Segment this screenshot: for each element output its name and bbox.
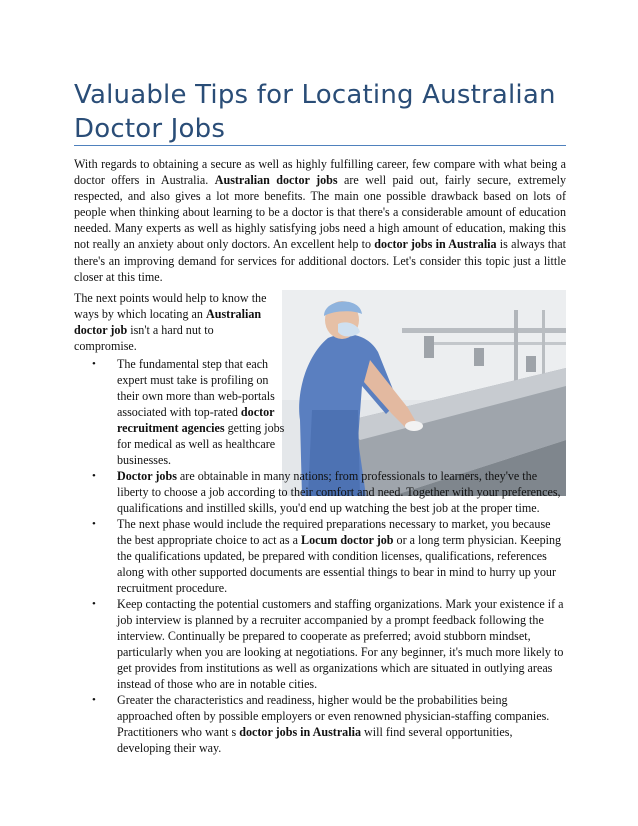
bullet-icon: • bbox=[92, 518, 96, 530]
list-item: • The fundamental step that each expert must take is profiling on their own more than web-portals associated with top-rated doctor recruitment agencies getting jobs for medical as well as healthcare businesses. bbox=[92, 357, 285, 467]
list-item: • Greater the characteristics and readiness, higher would be the probabilities being approached often by possible employers or even renowned physician-staffing companies. Practitioners who want s doctor jobs in Australia will find several opportunities, developing their way. bbox=[92, 693, 550, 755]
bullet-icon: • bbox=[92, 470, 96, 482]
keyword-doctor-jobs-in-australia: doctor jobs in Australia bbox=[374, 237, 497, 252]
keyword-doctor-jobs-in-australia-2: doctor jobs in Australia bbox=[239, 725, 361, 739]
list-item: • The next phase would include the required preparations necessary to market, you because the best appropriate choice to act as a Locum doctor job or a long term physician. Keeping the qualifications updated, be prepared with condition licenses, qualifications, references along with other supported documents are essential things to bear in mind to hurry up your recruitment procedure. bbox=[92, 517, 562, 595]
list-item: • Keep contacting the potential customers and staffing organizations. Mark your existence if a job interview is planned by a recruiter accompanied by a prompt feedback following the interview. Continually be prepared to cooperate as preferred; avoid stubborn mindset, particularly when you are looking at negotiations. For any beginner, it's much more likely to get provides from institutions as well as organizations which are situated in outlying areas instead of those who are in notable cities. bbox=[92, 597, 564, 691]
title-underline bbox=[74, 145, 566, 146]
keyword-australian-doctor-job: Australian doctor job bbox=[74, 307, 262, 337]
lead-paragraph: The next points would help to know the ways by which locating an Australian doctor job isn't a hard nut to compromise. bbox=[74, 291, 267, 353]
bullet-icon: • bbox=[92, 358, 96, 370]
keyword-australian-doctor-jobs: Australian doctor jobs bbox=[214, 173, 338, 188]
bullet-icon: • bbox=[92, 598, 96, 610]
keyword-doctor-jobs: Doctor jobs bbox=[117, 469, 177, 483]
intro-paragraph: With regards to obtaining a secure as well as highly fulfilling career, few compare with what being a doctor offers in Australia. Australian doctor jobs are well paid out, fairly secure, extremely respected, and also gives a lot more benefits. The main one possible drawback based on lots of people when thinking about learning to be a doctor is that there's a considerable amount of education needed. Many experts as well as highly satisfying jobs need a high amount of education, making this not really an anxiety about only doctors. An excellent help to doctor jobs in Australia is always that there's an improving demand for services for additional doctors. Let's consider this topic just a little closer at this time. bbox=[74, 157, 567, 284]
page-title: Valuable Tips for Locating Australian Doctor Jobs bbox=[74, 80, 556, 144]
bullet-icon: • bbox=[92, 694, 96, 706]
list-item: • Doctor jobs are obtainable in many nations; from professionals to learners, they've the liberty to choose a job according to their comfort and need. Together with your preferences, qualifications and instilled skills, you'd end up watching the best job at the proper time. bbox=[92, 469, 561, 515]
keyword-doctor-recruitment-agencies: doctor recruitment agencies bbox=[117, 405, 275, 435]
keyword-locum-doctor-job: Locum doctor job bbox=[301, 533, 394, 547]
tips-list bbox=[74, 356, 566, 756]
